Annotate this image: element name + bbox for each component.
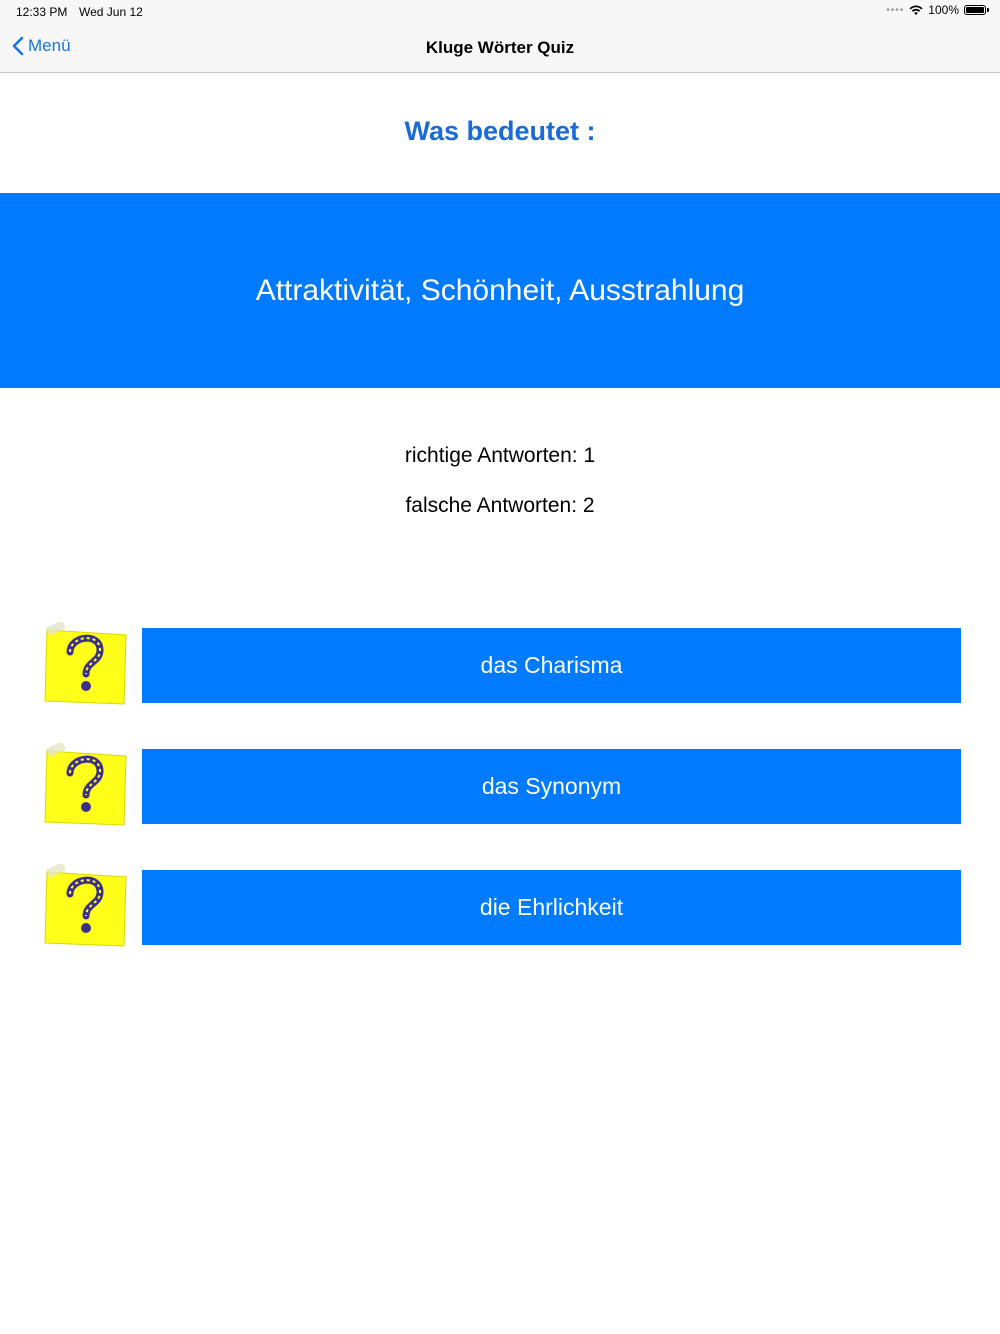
question-note-icon	[42, 864, 132, 948]
question-note-icon	[42, 622, 132, 706]
correct-answers-count: richtige Antworten: 1	[404, 444, 596, 467]
answer-button-3[interactable]: die Ehrlichkeit	[142, 870, 961, 945]
status-indicators	[886, 3, 986, 17]
definition-text: Attraktivität, Schönheit, Ausstrahlung	[255, 273, 745, 307]
back-button-label: Menü	[28, 36, 71, 55]
question-note-icon	[42, 743, 132, 827]
answer-row	[0, 870, 1000, 960]
nav-title: Kluge Wörter Quiz	[425, 38, 575, 57]
answer-button-1[interactable]: das Charisma	[142, 628, 961, 703]
wrong-answers-count: falsche Antworten: 2	[405, 494, 595, 517]
status-bar	[0, 0, 1000, 24]
wifi-icon	[909, 5, 923, 16]
battery-percent: 100%	[928, 3, 959, 17]
answer-button-2[interactable]: das Synonym	[142, 749, 961, 824]
navigation-bar	[0, 24, 1000, 73]
answer-row	[0, 628, 1000, 718]
battery-icon	[964, 5, 986, 15]
status-date: Wed Jun 12	[79, 5, 143, 19]
status-time: 12:33 PM	[16, 5, 68, 19]
question-title: Was bedeutet :	[404, 116, 596, 146]
definition-banner	[0, 193, 1000, 388]
signal-icon: ••••	[886, 4, 905, 16]
answer-row	[0, 749, 1000, 839]
